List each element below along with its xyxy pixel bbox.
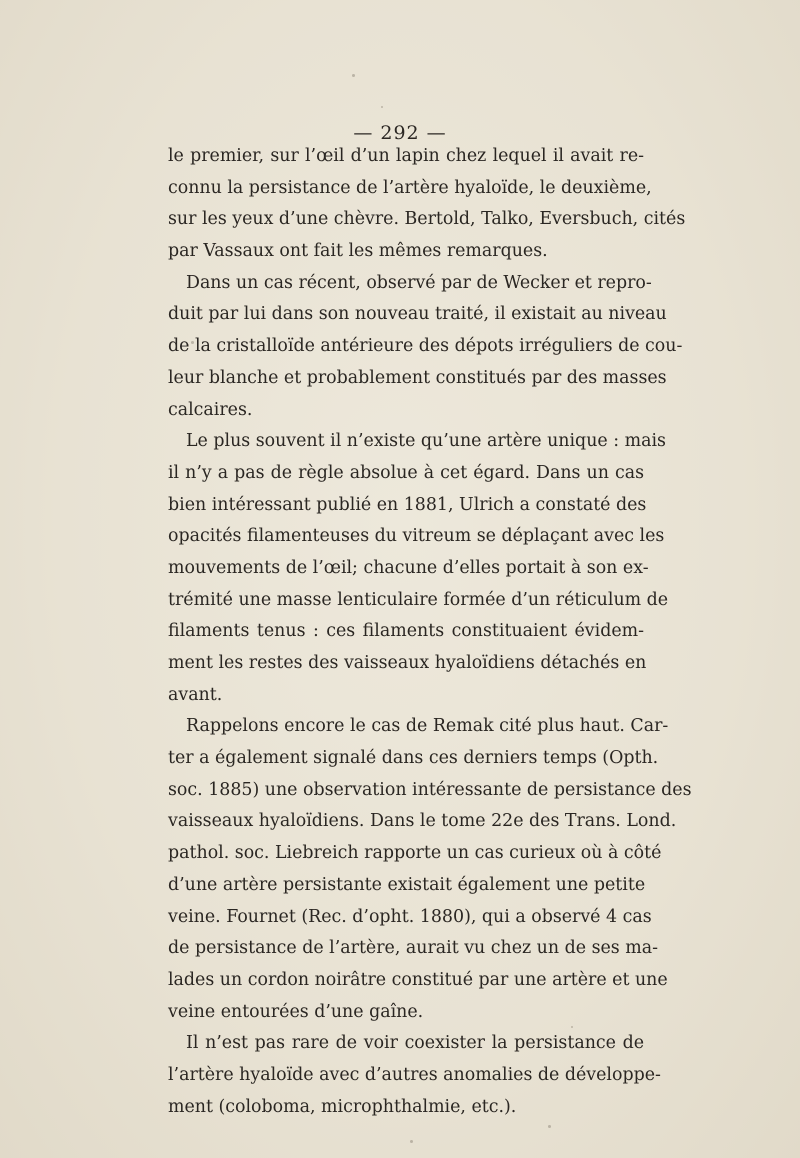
text-line: opacités filamenteuses du vitreum se déplaçant avec les: [168, 526, 665, 547]
text-line: trémité une masse lenticulaire formée d’un réticulum de: [168, 589, 669, 610]
text-line: veine. Fournet (Rec. d’opht. 1880), qui a observé 4 cas: [168, 906, 652, 927]
text-line: Dans un cas récent, observé par de Wecker et repro-: [186, 272, 652, 293]
text-line: ter a également signalé dans ces derniers temps (Opth.: [168, 748, 659, 769]
text-line: d’une artère persistante existait également une petite: [168, 874, 646, 895]
body-text: [168, 141, 692, 1123]
text-line: l’artère hyaloïde avec d’autres anomalies de développe-: [168, 1064, 661, 1085]
text-line: mouvements de l’œil; chacune d’elles portait à son ex-: [168, 557, 649, 578]
text-line: de persistance de l’artère, aurait vu chez un de ses ma-: [168, 938, 658, 959]
text-line: duit par lui dans son nouveau traité, il existait au niveau: [168, 304, 667, 325]
text-line: leur blanche et probablement constitués par des masses: [168, 367, 667, 388]
text-line: ment les restes des vaisseaux hyaloïdiens détachés en: [168, 653, 647, 673]
text-line: filaments tenus : ces filaments constituaient évidem-: [168, 621, 644, 642]
text-line: de la cristalloïde antérieure des dépots irréguliers de cou-: [168, 336, 683, 357]
text-line: lades un cordon noirâtre constitué par une artère et une: [168, 969, 668, 990]
text-line: sur les yeux d’une chèvre. Bertold, Talko, Eversbuch, cités: [168, 209, 686, 230]
paper-speck: [352, 74, 355, 77]
paper-speck: [410, 1140, 413, 1143]
text-line: vaisseaux hyaloïdiens. Dans le tome 22e des Trans. Lond.: [168, 811, 677, 832]
text-line: avant.: [168, 684, 223, 705]
paper-speck: [381, 106, 383, 108]
text-line: Il n’est pas rare de voir coexister la persistance de: [186, 1033, 644, 1054]
text-line: il n’y a pas de règle absolue à cet égard. Dans un cas: [168, 462, 644, 483]
text-line: veine entourées d’une gaîne.: [168, 1001, 424, 1022]
text-line: bien intéressant publié en 1881, Ulrich a constaté des: [168, 494, 647, 515]
text-line: Le plus souvent il n’existe qu’une artère unique : mais: [186, 431, 666, 452]
text-line: calcaires.: [168, 399, 253, 420]
paper-speck: [548, 1125, 551, 1128]
text-line: ment (coloboma, microphthalmie, etc.).: [168, 1096, 517, 1117]
page-number: — 292 —: [353, 122, 447, 144]
text-line: soc. 1885) une observation intéressante de persistance des: [168, 779, 692, 800]
text-line: par Vassaux ont fait les mêmes remarques.: [168, 241, 548, 262]
text-line: pathol. soc. Liebreich rapporte un cas curieux où à côté: [168, 843, 662, 864]
text-line: Rappelons encore le cas de Remak cité plus haut. Car-: [186, 716, 669, 737]
text-line: le premier, sur l’œil d’un lapin chez lequel il avait re-: [168, 146, 644, 166]
text-line: connu la persistance de l’artère hyaloïde, le deuxième,: [168, 177, 652, 198]
